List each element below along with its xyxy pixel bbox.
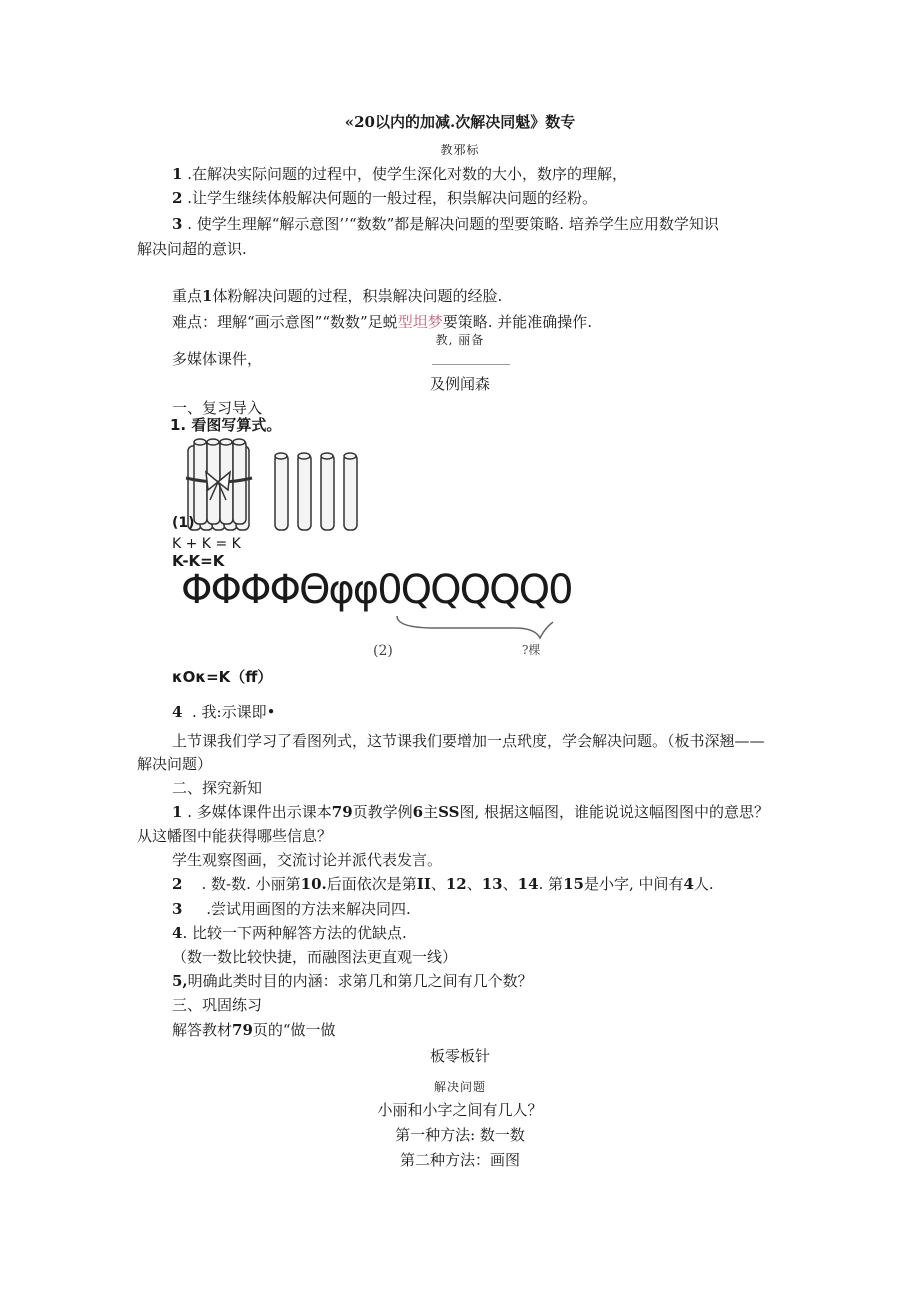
section-3-heading: 三、巩固练习 xyxy=(172,996,263,1014)
board-question: 小丽和小字之间有几人？ xyxy=(377,1101,543,1119)
figure-1-label: (1) xyxy=(172,515,195,531)
divider xyxy=(432,364,510,365)
bundle-sticks-figure xyxy=(180,432,370,534)
question-1-label: 1. 看图写算式。 xyxy=(170,416,282,434)
intro-line-2: 解决问题） xyxy=(137,755,213,773)
board-method-2: 第二种方法：画图 xyxy=(399,1151,520,1169)
key-point: 重点1体粉解决问题的过程，积祟解决问题的经脸. xyxy=(172,287,503,305)
difficulty: 难点：理解“画示意图”“数数”足蜕型坦梦要策略. 并能准确操作. xyxy=(172,313,593,331)
goal-3: 3 . 使学生理解“解示意图’’“数数”都是解决问题的型要策略. 培养学生应用数学知识 xyxy=(172,215,719,233)
board-title: 板零板针 xyxy=(429,1047,490,1065)
doc-title: «20以内的加减.次解决同魁》数专 xyxy=(344,113,576,131)
goal-1: 1 .在解决实际问题的过程中，使学生深化对数的大小，数序的理解， xyxy=(172,165,627,183)
brace-icon xyxy=(395,612,555,642)
formula-2: K-K=K xyxy=(172,552,225,570)
step-1: 1 . 多媒体课件出示课本79页教学例6主SS图, 根据这幅图，谁能说说这幅图图中的意思？ xyxy=(172,803,769,821)
step-1-cont: 从这幡图中能获得哪些信息？ xyxy=(137,827,333,845)
goal-3-cont: 解决问超的意识. xyxy=(137,240,247,258)
intro-line-1: 上节课我们学习了看图列式，这节课我们要增加一点玳度，学会解决问题。（板书深翘—— xyxy=(172,732,765,750)
figure-1-formula: K + K = K xyxy=(172,536,241,552)
doc-subtitle: 教邪标 xyxy=(440,143,480,157)
formula-3: κOκ=K（ff） xyxy=(172,668,273,686)
item-4: 4 . 我:示课即• xyxy=(172,703,276,721)
goal-2: 2 .让学生继续体般解决何题的一般过程，积祟解决问题的经粉。 xyxy=(172,189,597,207)
process-label: 及例闻森 xyxy=(429,375,490,393)
tree-symbol-row: ΦΦΦΦΘφφ0QQQQQ0 xyxy=(181,567,572,613)
step-2: 2 . 数-数. 小丽第10.后面依次是第II、12、13、14. 第15是小字, 中间有4人. xyxy=(172,875,714,893)
board-subtitle: 解决问题 xyxy=(433,1080,486,1094)
prep-label: 教, 丽备 xyxy=(435,333,485,347)
board-method-1: 第一种方法: 数一数 xyxy=(395,1126,525,1144)
figure-2-question: ?棵 xyxy=(522,643,541,657)
section-1-heading: 一、复习导入 xyxy=(172,399,263,417)
step-3: 3 .尝试用画图的方法来解决同四. xyxy=(172,900,411,918)
practice-text: 解答教材79页的“做一做 xyxy=(172,1021,336,1039)
prep-text: 多媒体课件， xyxy=(172,350,263,368)
step-4-note: （数一数比较快捷，而融图法更直观一线） xyxy=(172,948,458,966)
figure-2-label: (2) xyxy=(373,643,393,659)
observe-text: 学生观察图画，交流讨论并派代表发言。 xyxy=(172,851,443,869)
step-5: 5,明确此类时目的内涵：求第几和第几之间有几个数？ xyxy=(172,972,533,990)
step-4: 4. 比较一下两种解答方法的优缺点. xyxy=(172,924,407,942)
section-2-heading: 二、探究新知 xyxy=(172,779,263,797)
